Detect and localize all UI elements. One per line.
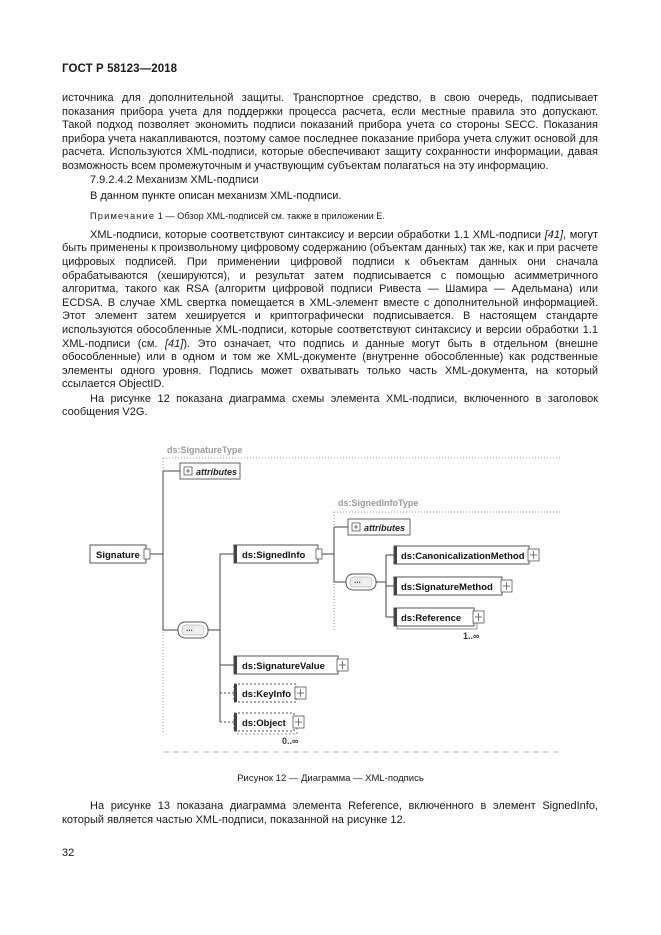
paragraph-figure-intro: На рисунке 12 показана диаграмма схемы элемента XML-подписи, включенного в заголовок сообщения V2G.: [62, 392, 598, 419]
reference-link-41-second: [41]: [164, 337, 184, 350]
key-info-label: ds:KeyInfo: [242, 689, 292, 700]
paragraph-figure13-intro: На рисунке 13 показана диаграмма элемента Reference, включенного в элемент SignedInfo, который является частью XML-подписи, показанной на рисунке 12.: [62, 800, 598, 826]
signature-value-label: ds:SignatureValue: [242, 661, 325, 672]
paragraph-text-1: XML-подписи, которые соответствуют синтаксису и версии обработки 1.1 XML-подписи: [90, 228, 545, 241]
reference-link-41: [41]: [544, 228, 564, 241]
object-node[interactable]: [234, 713, 304, 746]
attributes-box-signedinfo[interactable]: [348, 519, 410, 535]
attributes-label: attributes: [196, 467, 238, 477]
signature-type-label: ds:SignatureType: [167, 445, 243, 455]
sequence-symbol: ∙∙∙: [186, 626, 193, 635]
page-number: 32: [62, 847, 75, 859]
paragraph-xml-signatures: [62, 229, 598, 392]
standard-header: ГОСТ Р 58123—2018: [62, 63, 178, 75]
signature-method-node[interactable]: [394, 577, 512, 595]
object-label: ds:Object: [242, 718, 286, 729]
section-intro: В данном пункте описан механизм XML-подписи.: [90, 190, 342, 203]
section-heading: 7.9.2.4.2 Механизм XML-подписи: [90, 173, 259, 186]
signature-root-label: Signature: [96, 550, 140, 561]
sequence-compositor-signedinfo[interactable]: [346, 574, 376, 590]
note: [62, 210, 598, 223]
text-block-top: [62, 92, 598, 420]
note-number: 1: [157, 210, 163, 221]
signedinfo-node[interactable]: [234, 545, 322, 563]
reference-node[interactable]: [394, 608, 484, 641]
sequence-compositor-main[interactable]: [178, 622, 208, 638]
paragraph-text-2: , могут быть применены к произвольному цифровому содержанию (объектам данных) так же, как и при расчете цифровых подписей. При применении цифровой подписи к объектам данных они сначала обрабатываются (хешируются), и результат затем подписывается с помощью асимметричного алгоритма, такого как RSA (алгоритм цифровой подписи Ривеста — Шамира — Адельмана) или ECDSA. В случае XML свертка помещается в XML-элемент вместе с дополнительной информацией. Этот элемент затем хешируется и криптографически подписывается. В настоящем стандарте используются обособленные XML-подписи, которые соответствуют синтаксису и версии обработки 1.1 XML-подписи (см.: [62, 228, 599, 350]
attributes-label-2: attributes: [364, 523, 406, 533]
paragraph-text-3: ). Это означает, что подпись и данные могут быть в отдельном (внешне обособленные) или в одном и том же XML-документе (внутренне обособленные) как родственные элементы одного уровня. Подпись может охватывать только часть XML-документа, на который ссылается ObjectID.: [62, 337, 598, 391]
canonicalization-label: ds:CanonicalizationMethod: [401, 551, 525, 562]
signature-root-node[interactable]: [90, 545, 150, 563]
paragraph-continuation: источника для дополнительной защиты. Транспортное средство, в свою очередь, подписывает показания прибора учета для поддержки процесса расчета, если местные правила это допускают. Такой подход позволяет экономить подписи показаний прибора учета со стороны SECC. Показания прибора учета накапливаются, поэтому самое последнее показание прибора учета служит основой для расчета. Используются XML-подписи, которые обеспечивают защиту сохранности информации, давая возможность всем промежуточным и участвующим субъектам полагаться на эту информацию.: [62, 92, 598, 172]
note-label: Примечание: [90, 210, 156, 221]
attributes-box-signature[interactable]: [180, 463, 240, 479]
note-text: — Обзор XML-подписей см. также в приложении Е.: [165, 210, 385, 221]
reference-label: ds:Reference: [401, 613, 462, 624]
reference-cardinality: 1..∞: [463, 631, 480, 641]
xml-signature-diagram: [60, 440, 580, 760]
signedinfo-type-label: ds:SignedInfoType: [338, 498, 419, 508]
text-block-bottom: [62, 800, 598, 827]
signature-value-node[interactable]: [234, 656, 348, 674]
object-cardinality: 0..∞: [282, 736, 299, 746]
sequence-symbol-2: ∙∙∙: [354, 578, 361, 587]
figure-caption: Рисунок 12 — Диаграмма — XML-подпись: [237, 773, 424, 784]
signedinfo-label: ds:SignedInfo: [242, 550, 306, 561]
key-info-node[interactable]: [234, 684, 306, 702]
canonicalization-method-node[interactable]: [394, 546, 539, 564]
signature-method-label: ds:SignatureMethod: [401, 582, 493, 593]
